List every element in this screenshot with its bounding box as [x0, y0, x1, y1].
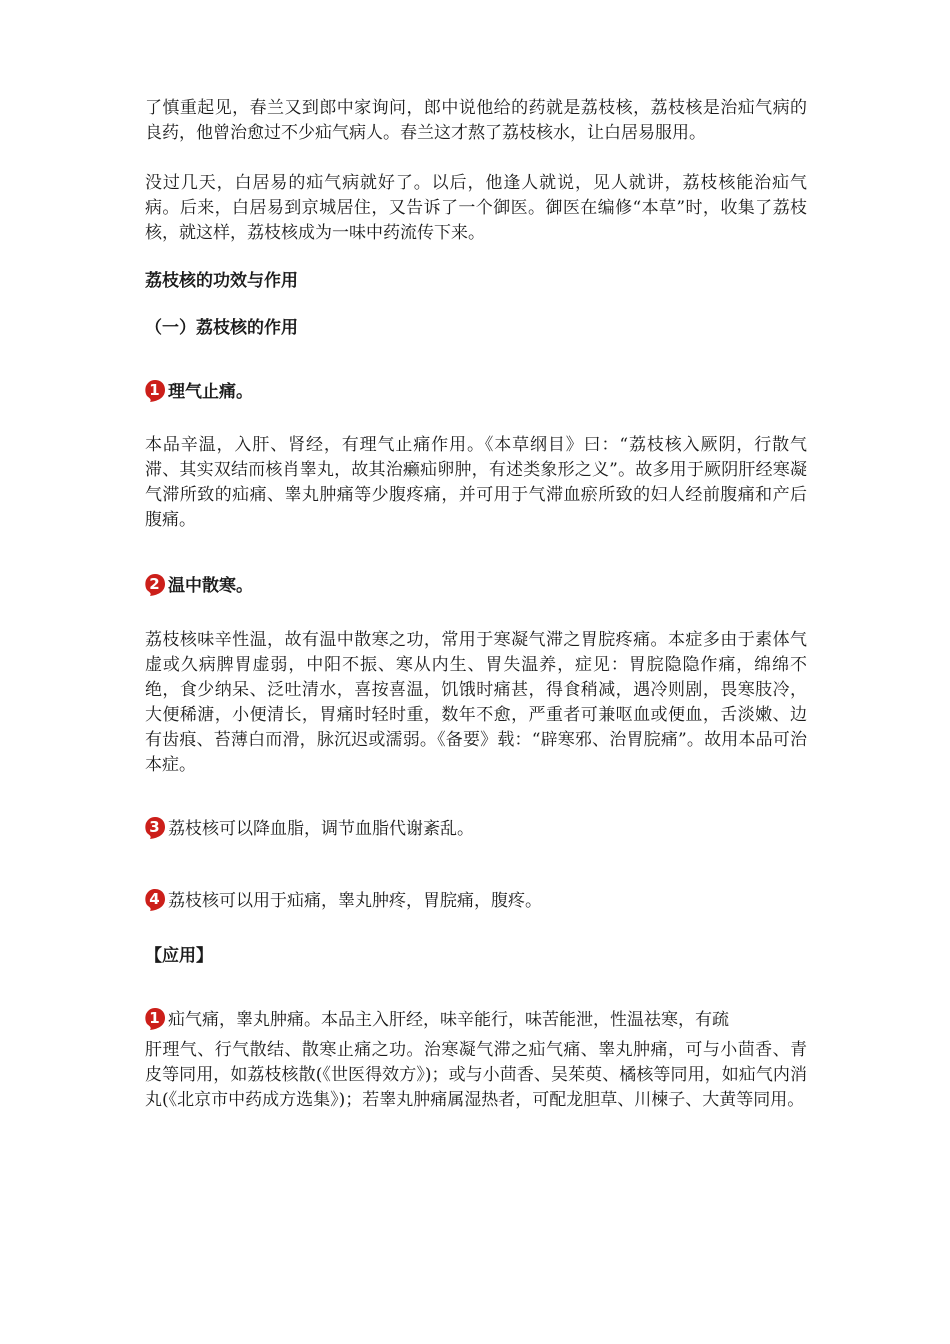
- badge-number: 4: [149, 890, 160, 908]
- badge-number: 3: [149, 818, 160, 836]
- document-page: [145, 96, 807, 1113]
- application-1-text-start: 疝气痛，睾丸肿痛。本品主入肝经，味辛能行，味苦能泄，性温祛寒，有疏: [168, 1010, 729, 1030]
- application-1-first-line: [145, 1007, 807, 1031]
- application-1-body: 肝理气、行气散结、散寒止痛之功。治寒凝气滞之疝气痛、睾丸肿痛，可与小茴香、青皮等同用，如荔枝核散(《世医得效方》)；或与小茴香、吴茱萸、橘核等同用，如疝气内消丸(《北京市中药成方选集》)；若睾丸肿痛属湿热者，可配龙胆草、川楝子、大黄等同用。: [145, 1040, 807, 1110]
- effect-1-title: 理气止痛。: [168, 382, 253, 402]
- badge-number: 1: [149, 381, 160, 399]
- effect-1-body: 本品辛温，入肝、肾经，有理气止痛作用。《本草纲目》曰：“荔枝核入厥阴，行散气滞、其实双结而核肖睾丸，故其治癞疝卵肿，有述类象形之义”。故多用于厥阴肝经寒凝气滞所致的疝痛、睾丸肿痛等少腹疼痛，并可用于气滞血瘀所致的妇人经前腹痛和产后腹痛。: [145, 435, 807, 530]
- effect-4-text: 荔枝核可以用于疝痛，睾丸肿疼，胃脘痛，腹疼。: [168, 891, 542, 911]
- badge-number: 1: [149, 1009, 160, 1027]
- application-title: 【应用】: [145, 946, 213, 966]
- effect-3-line: [145, 816, 807, 840]
- badge-number: 2: [149, 575, 160, 593]
- effect-2-title: 温中散寒。: [168, 576, 253, 596]
- intro-paragraph-1: 了慎重起见，春兰又到郎中家询问，郎中说他给的药就是荔枝核，荔枝核是治疝气病的良药，他曾治愈过不少疝气病人。春兰这才熬了荔枝核水，让白居易服用。: [145, 98, 807, 143]
- effect-4-line: [145, 888, 807, 912]
- effect-3-text: 荔枝核可以降血脂，调节血脂代谢紊乱。: [168, 819, 474, 839]
- effect-1-heading: [145, 379, 807, 403]
- effect-2-heading: [145, 573, 807, 597]
- red-number-badge-icon: [145, 379, 167, 403]
- red-number-badge-icon: [145, 573, 167, 597]
- effect-2-body: 荔枝核味辛性温，故有温中散寒之功，常用于寒凝气滞之胃脘疼痛。本症多由于素体气虚或久病脾胃虚弱，中阳不振、寒从内生、胃失温养，症见：胃脘隐隐作痛，绵绵不绝，食少纳呆、泛吐清水，喜按喜温，饥饿时痛甚，得食稍减，遇冷则剧，畏寒肢冷，大便稀溏，小便清长，胃痛时轻时重，数年不愈，严重者可兼呕血或便血，舌淡嫩、边有齿痕、苔薄白而滑，脉沉迟或濡弱。《备要》载：“辟寒邪、治胃脘痛”。故用本品可治本症。: [145, 630, 807, 775]
- subsection-title: （一）荔枝核的作用: [145, 318, 298, 338]
- intro-paragraph-2: 没过几天，白居易的疝气病就好了。以后，他逢人就说，见人就讲，荔枝核能治疝气病。后来，白居易到京城居住，又告诉了一个御医。御医在编修“本草”时，收集了荔枝核，就这样，荔枝核成为一味中药流传下来。: [145, 173, 807, 243]
- section-title: 荔枝核的功效与作用: [145, 271, 298, 291]
- red-number-badge-icon: [145, 1007, 167, 1031]
- red-number-badge-icon: [145, 816, 167, 840]
- red-number-badge-icon: [145, 888, 167, 912]
